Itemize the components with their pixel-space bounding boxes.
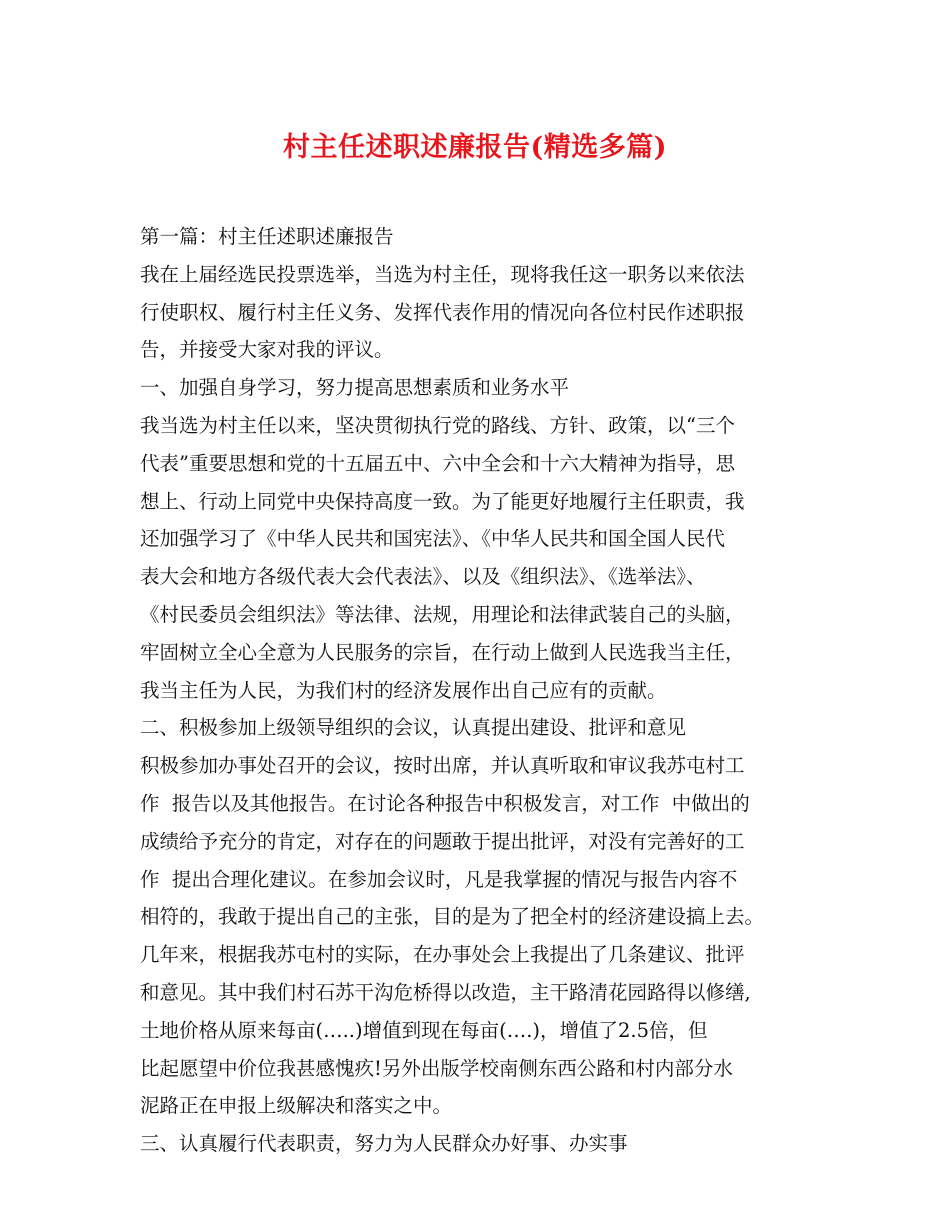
paragraph-line: 我当选为村主任以来，坚决贯彻执行党的路线、方针、政策，以“三个: [140, 413, 735, 437]
paragraph-line: 作 提出合理化建议。在参加会议时，凡是我掌握的情况与报告内容不: [140, 867, 738, 891]
paragraph-line: 《村民委员会组织法》等法律、法规，用理论和法律武装自己的头脑，: [140, 602, 745, 626]
document-body: [140, 218, 830, 1163]
paragraph-line: 作 报告以及其他报告。在讨论各种报告中积极发言，对工作 中做出的: [140, 791, 750, 815]
paragraph-line: 和意见。其中我们村石苏干沟危桥得以改造，主干路清花园路得以修缮,: [140, 980, 751, 1004]
paragraph-line: 几年来，根据我苏屯村的实际，在办事处会上我提出了几条建议、批评: [140, 943, 745, 967]
paragraph-line: 积极参加办事处召开的会议，按时出席，并认真听取和审议我苏屯村工: [140, 754, 745, 778]
document-title: 村主任述职述廉报告(精选多篇): [282, 132, 668, 163]
paragraph-line: 比起愿望中价位我甚感愧疚!另外出版学校南侧东西公路和村内部分水: [140, 1056, 733, 1080]
section-heading-1: 第一篇：村主任述职述廉报告: [140, 225, 394, 248]
paragraph-line: 我在上届经选民投票选举，当选为村主任，现将我任这一职务以来依法: [140, 262, 745, 286]
paragraph-line: 牢固树立全心全意为人民服务的宗旨，在行动上做到人民选我当主任，: [140, 640, 745, 664]
paragraph-line: 成绩给予充分的肯定，对存在的问题敢于提出批评，对没有完善好的工: [140, 829, 745, 853]
paragraph-line: 土地价格从原来每亩(…..)增值到现在每亩(….)，增值了2.5倍，但: [140, 1018, 708, 1042]
paragraph-line: 还加强学习了《中华人民共和国宪法》、《中华人民共和国全国人民代: [140, 527, 726, 551]
paragraph-line: 泥路正在申报上级解决和落实之中。: [140, 1094, 453, 1118]
subheading-1: 一、加强自身学习，努力提高思想素质和业务水平: [140, 376, 570, 400]
paragraph-line: 行使职权、履行村主任义务、发挥代表作用的情况向各位村民作述职报: [140, 300, 745, 324]
paragraph-line: 代表”重要思想和党的十五届五中、六中全会和十六大精神为指导，思: [140, 451, 735, 475]
paragraph-line: 想上、行动上同党中央保持高度一致。为了能更好地履行主任职责，我: [140, 489, 745, 513]
paragraph-line: 表大会和地方各级代表大会代表法》、以及《组织法》、《选举法》、: [140, 565, 706, 589]
paragraph-line: 告，并接受大家对我的评议。: [140, 338, 394, 362]
subheading-3: 三、认真履行代表职责，努力为人民群众办好事、办实事: [140, 1132, 628, 1156]
paragraph-line: 相符的，我敢于提出自己的主张，目的是为了把全村的经济建设搞上去。: [140, 905, 765, 929]
subheading-2: 二、积极参加上级领导组织的会议，认真提出建设、批评和意见: [140, 716, 687, 740]
paragraph-line: 我当主任为人民，为我们村的经济发展作出自己应有的贡献。: [140, 678, 667, 702]
